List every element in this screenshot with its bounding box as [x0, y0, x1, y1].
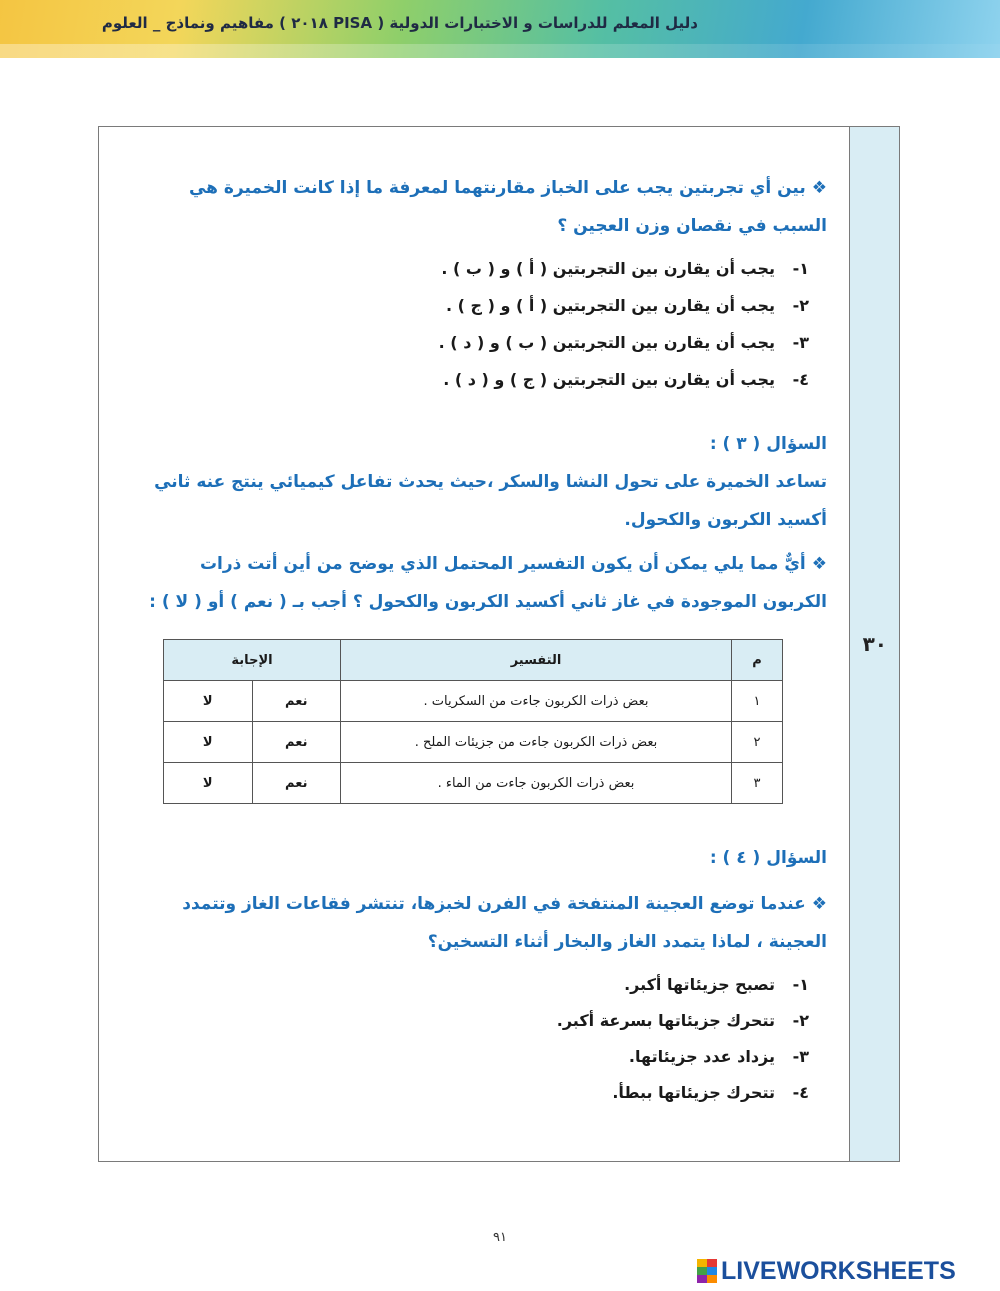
- section1-option-3: ٣-يجب أن يقارن بين التجربتين ( ب ) و ( د ) .: [438, 333, 809, 352]
- row-explanation: بعض ذرات الكربون جاءت من السكريات .: [341, 681, 732, 722]
- header-explanation: التفسير: [341, 640, 732, 681]
- section3-option-4: ٤-تتحرك جزيئاتها ببطأ.: [612, 1083, 809, 1102]
- question-number-column: [849, 127, 899, 1161]
- section3-heading: السؤال ( ٤ ) :: [709, 848, 827, 868]
- answer-no-option[interactable]: لا: [164, 681, 253, 722]
- header-title: دليل المعلم للدراسات و الاختبارات الدولية ( PISA ٢٠١٨ ) مفاهيم ونماذج _ العلوم: [101, 14, 698, 32]
- answer-yes-option[interactable]: نعم: [252, 722, 341, 763]
- diamond-bullet-icon: ❖: [811, 894, 827, 914]
- question-content: [99, 127, 849, 1161]
- section3-option-2: ٢-تتحرك جزيئاتها بسرعة أكبر.: [556, 1011, 809, 1030]
- answer-yes-option[interactable]: نعم: [252, 763, 341, 804]
- table-header-row: [164, 640, 783, 681]
- row-explanation: بعض ذرات الكربون جاءت من الماء .: [341, 763, 732, 804]
- section1-option-1: ١-يجب أن يقارن بين التجربتين ( أ ) و ( ب ) .: [441, 259, 809, 278]
- liveworksheets-logo[interactable]: [697, 1256, 956, 1286]
- section1-question: ❖بين أي تجربتين يجب على الخباز مقارنتهما لمعرفة ما إذا كانت الخميرة هي السبب في نقصان وزن العجين ؟: [188, 178, 827, 236]
- liveworksheets-brand: LIVEWORKSHEETS: [721, 1256, 956, 1285]
- section2-intro: تساعد الخميرة على تحول النشا والسكر ،حيث يحدث تفاعل كيميائي ينتج عنه ثاني أكسيد الكربون والكحول.: [154, 472, 827, 530]
- answer-yes-option[interactable]: نعم: [252, 681, 341, 722]
- section3-option-3: ٣-يزداد عدد جزيئاتها.: [628, 1047, 809, 1066]
- table-row: [164, 681, 783, 722]
- row-number: ٣: [732, 763, 783, 804]
- question-number: ٣٠: [862, 632, 887, 656]
- section2-heading: السؤال ( ٣ ) :: [709, 434, 827, 454]
- row-explanation: بعض ذرات الكربون جاءت من جزيئات الملح .: [341, 722, 732, 763]
- row-number: ٢: [732, 722, 783, 763]
- header-m: م: [732, 640, 783, 681]
- page-number: ٩١: [493, 1230, 507, 1245]
- section3-question: ❖عندما توضع العجينة المنتفخة في الفرن لخبزها، تنتشر فقاعات الغاز وتتمدد العجينة ، لماذا يتمدد الغاز والبخار أثناء التسخين؟: [182, 894, 827, 952]
- diamond-bullet-icon: ❖: [811, 178, 827, 198]
- section3-option-1: ١-تصبح جزيئاتها أكبر.: [624, 975, 809, 994]
- header-banner: [0, 0, 1000, 58]
- table-row: [164, 722, 783, 763]
- liveworksheets-blocks-icon: [697, 1259, 717, 1283]
- table-row: [164, 763, 783, 804]
- diamond-bullet-icon: ❖: [811, 554, 827, 574]
- header-answer: الإجابة: [164, 640, 341, 681]
- section2-question: ❖أيٌّ مما يلي يمكن أن يكون التفسير المحتمل الذي يوضح من أين أتت ذرات الكربون الموجودة في غاز ثاني أكسيد الكربون والكحول ؟ أجب بـ ( نعم ) أو ( لا ) :: [149, 554, 827, 612]
- answer-no-option[interactable]: لا: [164, 763, 253, 804]
- answer-table: [163, 639, 783, 804]
- row-number: ١: [732, 681, 783, 722]
- section1-option-4: ٤-يجب أن يقارن بين التجربتين ( ج ) و ( د ) .: [443, 370, 809, 389]
- answer-no-option[interactable]: لا: [164, 722, 253, 763]
- section1-option-2: ٢-يجب أن يقارن بين التجربتين ( أ ) و ( ج ) .: [445, 296, 809, 315]
- question-frame: [98, 126, 900, 1162]
